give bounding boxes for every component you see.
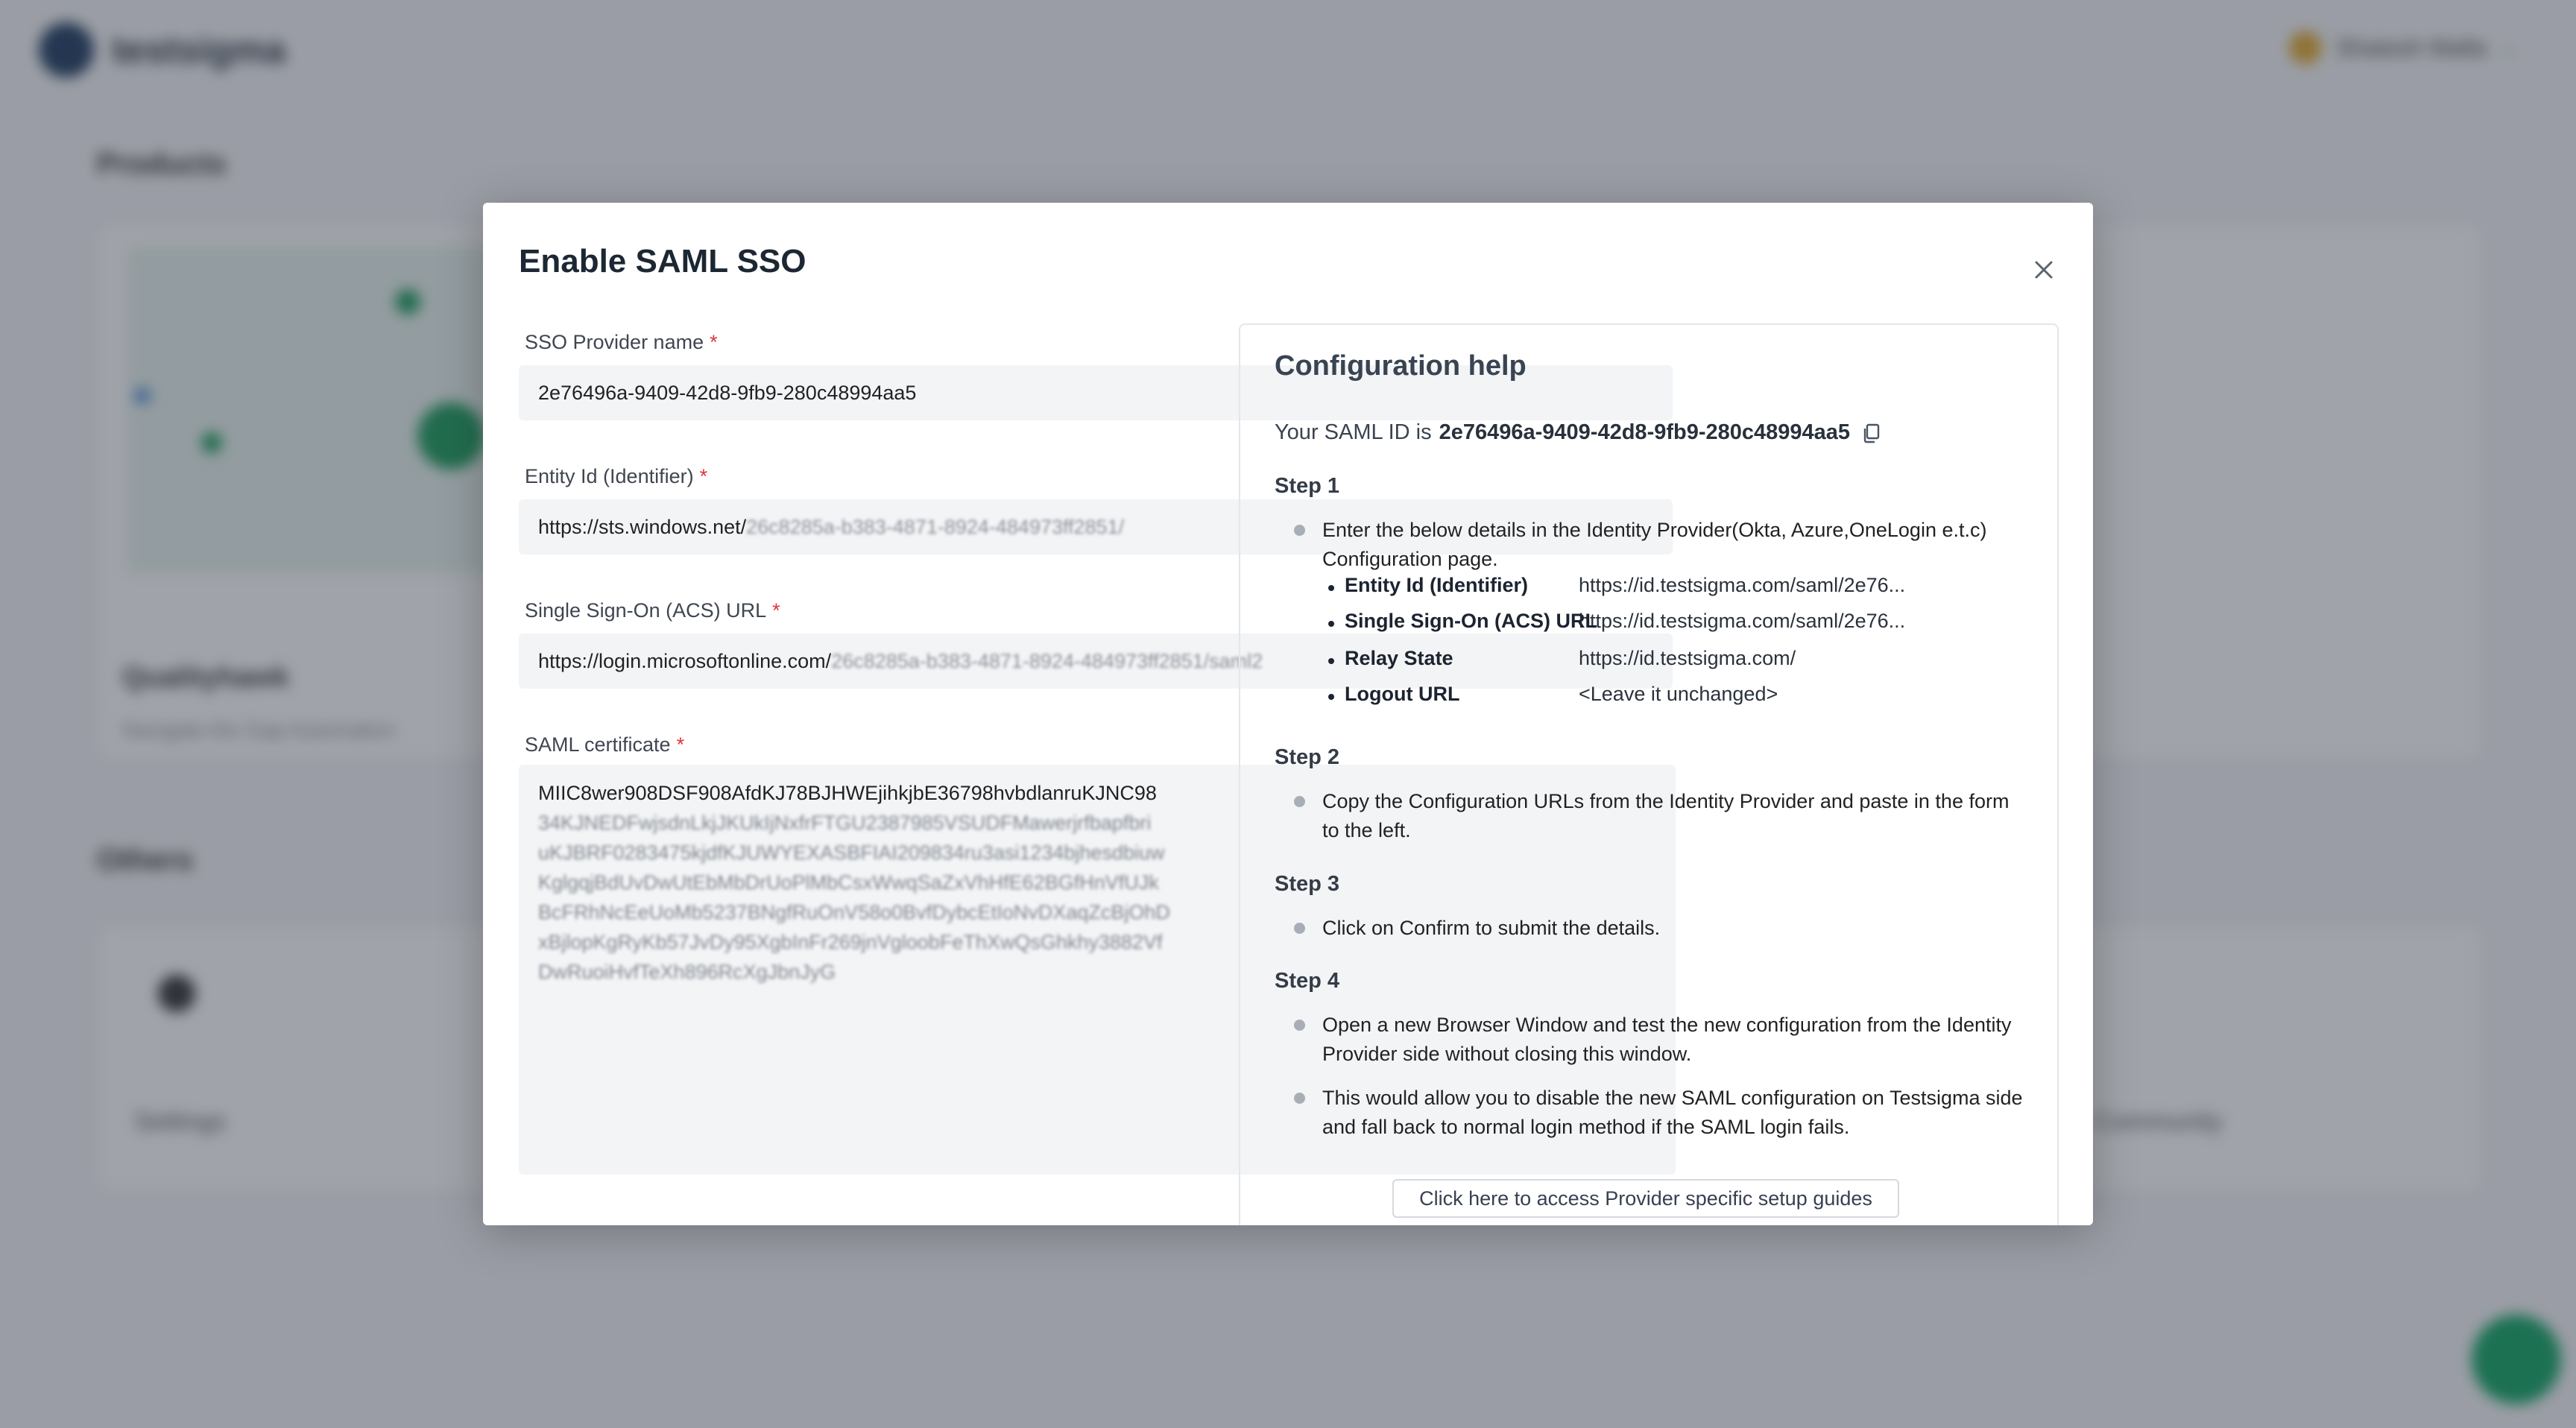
step-4-text-1-content: Open a new Browser Window and test the new configuration from the Identity Provider side without closing this window. bbox=[1322, 1014, 2012, 1065]
required-mark: * bbox=[710, 331, 718, 353]
settings-label: Settings bbox=[134, 1108, 226, 1136]
enable-saml-sso-dialog bbox=[483, 203, 2093, 1225]
entity-id-label-text: Entity Id (Identifier) bbox=[525, 465, 694, 487]
section-products-title: Products bbox=[97, 148, 227, 180]
step-2-text-content: Copy the Configuration URLs from the Identity Provider and paste in the form to the left. bbox=[1322, 790, 2010, 841]
certificate-line-redacted: uKJBRF0283475kjdfKJUWYEXASBFIAI209834ru3asi1234bjhesdbiuw bbox=[538, 841, 1165, 864]
detail-row-acs-url bbox=[1328, 610, 2014, 639]
step-2-text bbox=[1294, 787, 2024, 845]
close-icon bbox=[2034, 260, 2053, 279]
provider-name-label bbox=[525, 331, 718, 354]
provider-name-label-text: SSO Provider name bbox=[525, 331, 704, 353]
required-mark: * bbox=[699, 465, 708, 487]
dialog-title: Enable SAML SSO bbox=[519, 243, 806, 279]
certificate-line-redacted: BcFRhNcEeUoMb5237BNgfRuOnV58o0BvfDybcEtIoNvDXaqZcBjOhD bbox=[538, 901, 1170, 923]
step-1-text bbox=[1294, 516, 2024, 574]
copy-icon[interactable] bbox=[1860, 422, 1883, 444]
provider-details-list bbox=[1328, 574, 2029, 723]
saml-id-value: 2e76496a-9409-42d8-9fb9-280c48994aa5 bbox=[1439, 420, 1851, 444]
step-2-title: Step 2 bbox=[1275, 745, 1340, 769]
help-title: Configuration help bbox=[1275, 350, 1527, 382]
detail-value: <Leave it unchanged> bbox=[1579, 683, 1778, 705]
certificate-label bbox=[525, 733, 684, 756]
required-mark: * bbox=[772, 599, 780, 622]
step-3-text bbox=[1294, 914, 2024, 943]
certificate-line: MIIC8wer908DSF908AfdKJ78BJHWEjihkjbE36798hvbdlanruKJNC98 bbox=[538, 782, 1157, 804]
detail-key: Relay State bbox=[1328, 647, 1579, 677]
detail-row-entity-id bbox=[1328, 574, 2014, 604]
saml-id-row bbox=[1275, 420, 1883, 445]
bullet-icon bbox=[1294, 1093, 1305, 1104]
provider-name-value: 2e76496a-9409-42d8-9fb9-280c48994aa5 bbox=[538, 381, 917, 404]
card-title: Qualityhawk bbox=[122, 662, 289, 693]
step-1-text-content: Enter the below details in the Identity Provider(Okta, Azure,OneLogin e.t.c) Configuration page. bbox=[1322, 519, 1987, 570]
detail-row-relay-state bbox=[1328, 647, 2014, 677]
detail-row-logout-url bbox=[1328, 683, 2014, 713]
card-subtitle: Navigate the Gap Automation bbox=[122, 718, 395, 742]
detail-value: https://id.testsigma.com/saml/2e76... bbox=[1579, 610, 1906, 632]
configuration-help-panel bbox=[1239, 323, 2059, 1225]
provider-guides-button[interactable]: Click here to access Provider specific setup guides bbox=[1392, 1179, 1899, 1218]
certificate-line-redacted: xBjlopKgRyKb57JvDy95XgbInFr269jnVgloobFeThXwQsGhkhy3882Vf bbox=[538, 931, 1163, 953]
bullet-icon bbox=[1294, 796, 1305, 807]
bullet-icon bbox=[1294, 1020, 1305, 1031]
certificate-label-text: SAML certificate bbox=[525, 733, 671, 756]
detail-key: Single Sign-On (ACS) URL bbox=[1328, 610, 1579, 639]
acs-url-label-text: Single Sign-On (ACS) URL bbox=[525, 599, 767, 622]
detail-key: Entity Id (Identifier) bbox=[1328, 574, 1579, 604]
logo-text: testsigma bbox=[112, 29, 286, 71]
step-3-title: Step 3 bbox=[1275, 872, 1340, 896]
acs-url-value: https://login.microsoftonline.com/ bbox=[538, 649, 832, 672]
chevron-down-icon: ⌄ bbox=[2501, 37, 2516, 58]
detail-value: https://id.testsigma.com/ bbox=[1579, 647, 1796, 669]
close-button[interactable] bbox=[2023, 249, 2065, 291]
acs-url-label bbox=[525, 599, 780, 622]
certificate-line-redacted: KglgqjBdUvDwUtEbMbDrUoPlMbCsxWwqSaZxVhHfE62BGfHnVfUJk bbox=[538, 871, 1159, 894]
required-mark: * bbox=[676, 733, 685, 756]
saml-id-prefix: Your SAML ID is bbox=[1275, 420, 1432, 444]
certificate-line-redacted: 34KJNEDFwjsdnLkjJKUkIjNxfrFTGU2387985VSUDFMawerjrfbapfbri bbox=[538, 812, 1152, 834]
section-others-title: Others bbox=[97, 844, 193, 876]
community-label: Community bbox=[2094, 1108, 2223, 1136]
entity-id-value: https://sts.windows.net/ bbox=[538, 515, 747, 538]
detail-value: https://id.testsigma.com/saml/2e76... bbox=[1579, 574, 1906, 596]
step-3-text-content: Click on Confirm to submit the details. bbox=[1322, 917, 1661, 939]
bullet-icon bbox=[1294, 923, 1305, 934]
step-4-text-2 bbox=[1294, 1084, 2024, 1142]
step-1-title: Step 1 bbox=[1275, 474, 1340, 498]
entity-id-label bbox=[525, 465, 707, 488]
detail-key: Logout URL bbox=[1328, 683, 1579, 713]
step-4-title: Step 4 bbox=[1275, 969, 1340, 993]
user-name: Shaiesh Malla bbox=[2336, 34, 2487, 61]
entity-id-value-redacted: 26c8285a-b383-4871-8924-484973ff2851/ bbox=[746, 515, 1125, 538]
certificate-line-redacted: DwRuoiHvfTeXh896RcXgJbnJyG bbox=[538, 961, 836, 983]
step-4-text-1 bbox=[1294, 1011, 2024, 1069]
step-4-text-2-content: This would allow you to disable the new SAML configuration on Testsigma side and fall back to normal login method if the SAML login fails. bbox=[1322, 1087, 2023, 1138]
acs-url-value-redacted: 26c8285a-b383-4871-8924-484973ff2851/saml2 bbox=[831, 649, 1263, 672]
bullet-icon bbox=[1294, 525, 1305, 536]
